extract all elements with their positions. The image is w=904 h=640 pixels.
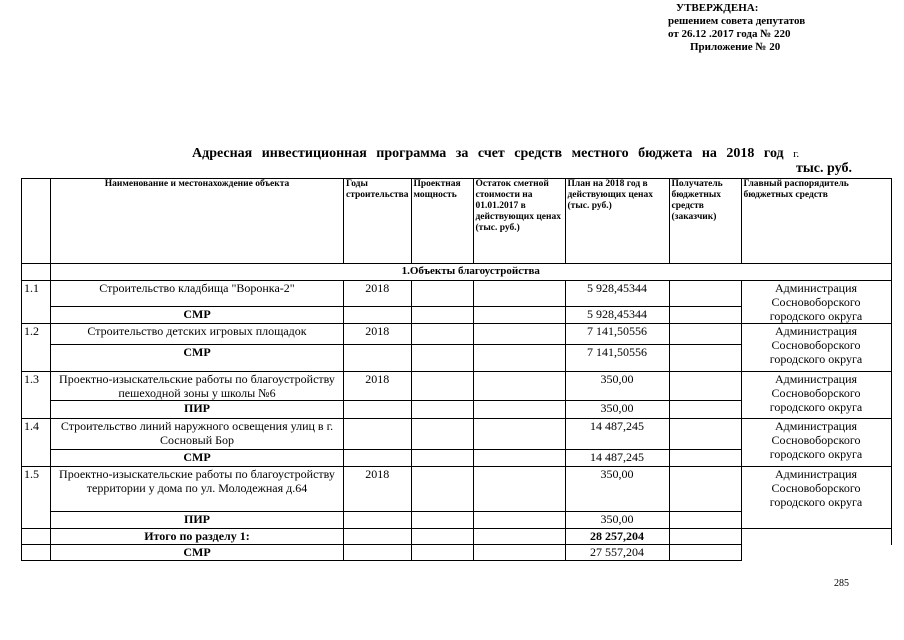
page-number: 285 (834, 578, 849, 589)
subrow-plan: 350,00 (565, 512, 669, 529)
subrow-label: ПИР (51, 401, 344, 419)
subrow-plan: 350,00 (565, 401, 669, 419)
row-year: 2018 (344, 324, 412, 345)
table-header-row (22, 179, 892, 264)
row-num: 1.5 (22, 467, 51, 512)
section-title: 1.Объекты благоустройства (51, 264, 892, 281)
document-title (192, 146, 799, 162)
total-subrow (22, 545, 892, 561)
table-row (22, 419, 892, 450)
approval-stamp (668, 2, 805, 54)
row-year (344, 419, 412, 450)
row-admin: Администрация Сосновоборского городского округа (741, 419, 891, 467)
row-num: 1.2 (22, 324, 51, 345)
row-num: 1.3 (22, 372, 51, 401)
row-name: Строительство детских игровых площадок (51, 324, 344, 345)
table-row (22, 324, 892, 345)
row-year: 2018 (344, 372, 412, 401)
subrow-plan: 7 141,50556 (565, 345, 669, 372)
total-value: 28 257,204 (565, 529, 669, 545)
row-num: 1.1 (22, 281, 51, 307)
row-name: Проектно-изыскательские работы по благоустройству пешеходной зоны у школы №6 (51, 372, 344, 401)
subrow-plan: 5 928,45344 (565, 307, 669, 324)
header-num (22, 179, 51, 264)
row-name: Проектно-изыскательские работы по благоустройству территории у дома по ул. Молодежная д.64 (51, 467, 344, 512)
total-label: Итого по разделу 1: (51, 529, 344, 545)
row-admin: Администрация Сосновоборского городского округа (741, 324, 891, 372)
subrow-label: СМР (51, 345, 344, 372)
header-name: Наименование и местонахождение объекта (51, 179, 344, 264)
row-plan: 350,00 (565, 467, 669, 512)
total-row (22, 529, 892, 545)
subrow-label: СМР (51, 307, 344, 324)
row-name: Строительство кладбища "Воронка-2" (51, 281, 344, 307)
header-capacity: Проектная мощность (411, 179, 473, 264)
row-num: 1.4 (22, 419, 51, 450)
header-recipient: Получатель бюджетных средств (заказчик) (669, 179, 741, 264)
approval-line3: от 26.12 .2017 года № 220 (668, 28, 791, 40)
row-admin: Администрация Сосновоборского городского округа (741, 467, 891, 529)
row-year: 2018 (344, 467, 412, 512)
subrow-label: ПИР (51, 512, 344, 529)
total-sub-value: 27 557,204 (565, 545, 669, 561)
row-admin: Администрация Сосновоборского городского округа (741, 372, 891, 419)
approval-line1: УТВЕРЖДЕНА: (676, 2, 759, 14)
table-row (22, 372, 892, 401)
row-year: 2018 (344, 281, 412, 307)
table-row (22, 467, 892, 512)
investment-table (21, 178, 892, 561)
header-remaining-cost: Остаток сметной стоимости на 01.01.2017 в действующих ценах (тыс. руб.) (473, 179, 565, 264)
row-admin: Администрация Сосновоборского городского округа (741, 281, 891, 324)
units-label: тыс. руб. (796, 161, 852, 176)
title-main: Адресная инвестиционная программа за счет средств местного бюджета на 2018 год (192, 146, 784, 161)
row-name: Строительство линий наружного освещения улиц в г. Сосновый Бор (51, 419, 344, 450)
subrow-label: СМР (51, 450, 344, 467)
table-row (22, 281, 892, 307)
approval-line2: решением совета депутатов (668, 15, 806, 27)
header-years: Годы строительства (344, 179, 412, 264)
header-main-manager: Главный распорядитель бюджетных средств (741, 179, 891, 264)
row-plan: 350,00 (565, 372, 669, 401)
total-sub-label: СМР (51, 545, 344, 561)
section-row (22, 264, 892, 281)
approval-line4: Приложение № 20 (690, 41, 781, 53)
row-plan: 7 141,50556 (565, 324, 669, 345)
row-plan: 14 487,245 (565, 419, 669, 450)
row-plan: 5 928,45344 (565, 281, 669, 307)
subrow-plan: 14 487,245 (565, 450, 669, 467)
header-plan: План на 2018 год в действующих ценах (тыс. руб.) (565, 179, 669, 264)
title-suffix: г. (793, 148, 800, 160)
